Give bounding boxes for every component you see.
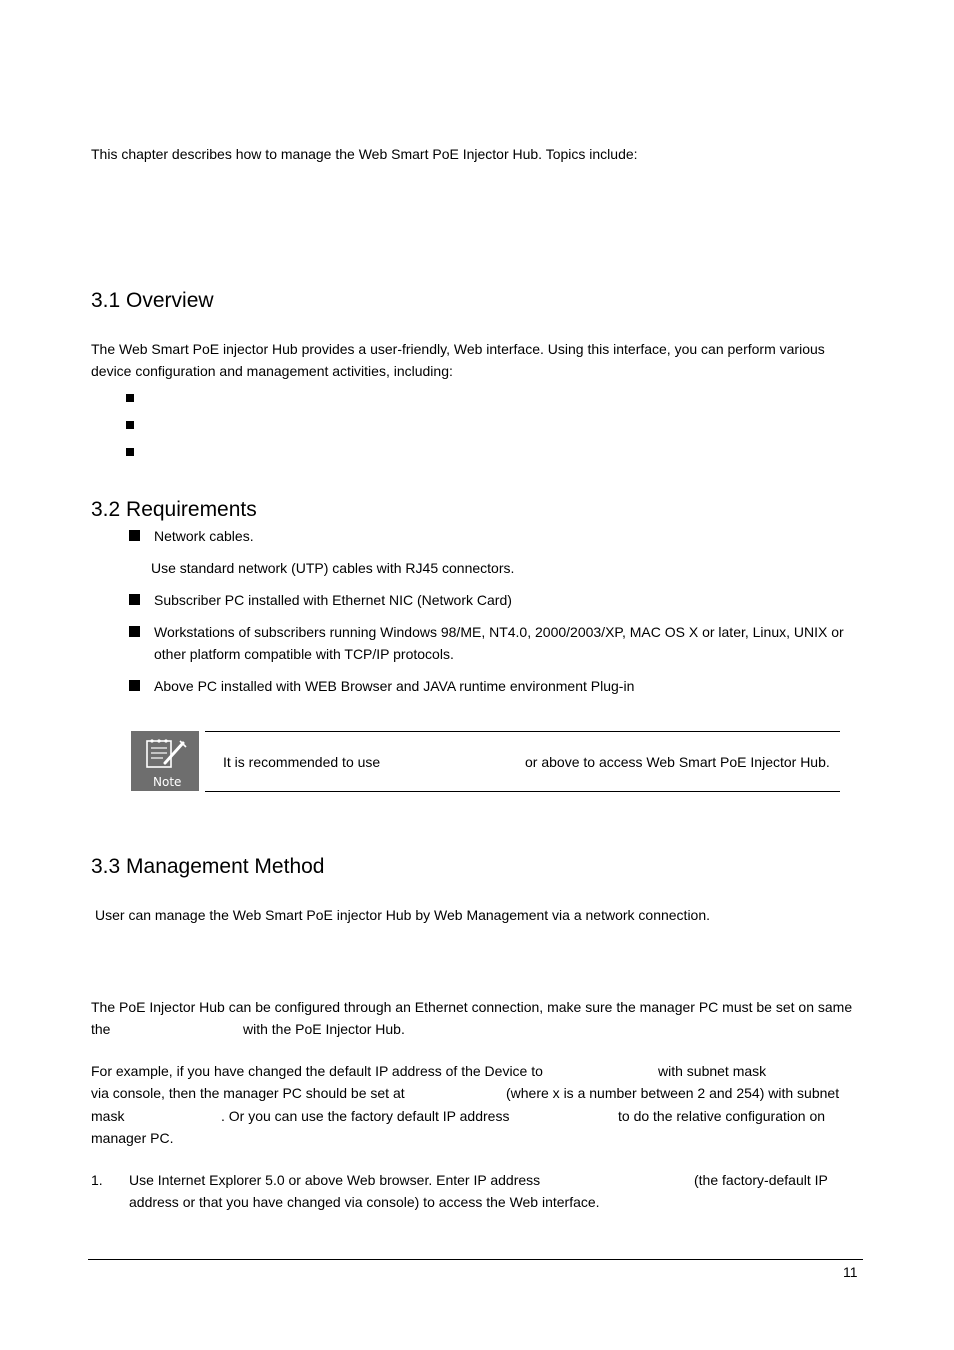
bullet-square <box>126 421 134 429</box>
intro-text: This chapter describes how to manage the Web Smart PoE Injector Hub. Topics include: <box>91 146 638 162</box>
management-paragraph-2-line-4: manager PC. <box>91 1130 174 1146</box>
bullet-square <box>126 394 134 402</box>
management-paragraph-1-line-2a: the <box>91 1021 111 1037</box>
overview-paragraph-line-1: The Web Smart PoE injector Hub provides a user-friendly, Web interface. Using this interface, you can perform various <box>91 341 825 357</box>
note-top-rule <box>205 731 840 732</box>
bullet-square <box>129 530 140 541</box>
management-intro: User can manage the Web Smart PoE injector Hub by Web Management via a network connection. <box>95 907 711 923</box>
bullet-square <box>129 594 140 605</box>
requirement-item: Network cables. <box>154 528 254 544</box>
section-heading-management-method: 3.3 Management Method <box>91 855 325 878</box>
management-paragraph-2-line-3b: . Or you can use the factory default IP address <box>221 1108 510 1124</box>
management-paragraph-2-line-1a: For example, if you have changed the default IP address of the Device to <box>91 1063 543 1079</box>
management-paragraph-2-line-2a: via console, then the manager PC should be set at <box>91 1085 405 1101</box>
management-paragraph-2-line-3c: to do the relative configuration on <box>618 1108 826 1124</box>
step-number: 1. <box>91 1172 103 1188</box>
bullet-square <box>129 626 140 637</box>
section-heading-overview: 3.1 Overview <box>91 289 214 312</box>
requirement-item: Above PC installed with WEB Browser and JAVA runtime environment Plug-in <box>154 678 635 694</box>
requirement-item-continued: other platform compatible with TCP/IP protocols. <box>154 646 454 662</box>
page-number: 11 <box>843 1264 858 1280</box>
overview-paragraph-line-2: device configuration and management activities, including: <box>91 363 453 379</box>
management-paragraph-1-line-1: The PoE Injector Hub can be configured through an Ethernet connection, make sure the manager PC must be set on same <box>91 999 853 1015</box>
note-icon <box>131 731 199 791</box>
step-line-1a: Use Internet Explorer 5.0 or above Web browser. Enter IP address <box>129 1172 541 1188</box>
requirement-item: Subscriber PC installed with Ethernet NIC (Network Card) <box>154 592 512 608</box>
note-bottom-rule <box>205 791 840 792</box>
management-paragraph-2-line-3a: mask <box>91 1108 125 1124</box>
management-paragraph-1-line-2b: with the PoE Injector Hub. <box>243 1021 405 1037</box>
step-line-2: address or that you have changed via console) to access the Web interface. <box>129 1194 600 1210</box>
bullet-square <box>129 680 140 691</box>
requirement-item: Workstations of subscribers running Windows 98/ME, NT4.0, 2000/2003/XP, MAC OS X or later, Linux, UNIX or <box>154 624 844 640</box>
management-paragraph-2-line-1b: with subnet mask <box>658 1063 767 1079</box>
step-line-1b: (the factory-default IP <box>694 1172 828 1188</box>
note-text-end: or above to access Web Smart PoE Injector Hub. <box>525 754 830 770</box>
management-paragraph-2-line-2b: (where x is a number between 2 and 254) with subnet <box>506 1085 840 1101</box>
requirement-item-detail: Use standard network (UTP) cables with RJ45 connectors. <box>151 560 515 576</box>
note-text-start: It is recommended to use <box>223 754 381 770</box>
section-heading-requirements: 3.2 Requirements <box>91 498 257 521</box>
note-icon-label: Note <box>153 775 182 789</box>
bullet-square <box>126 448 134 456</box>
footer-rule <box>88 1259 863 1260</box>
